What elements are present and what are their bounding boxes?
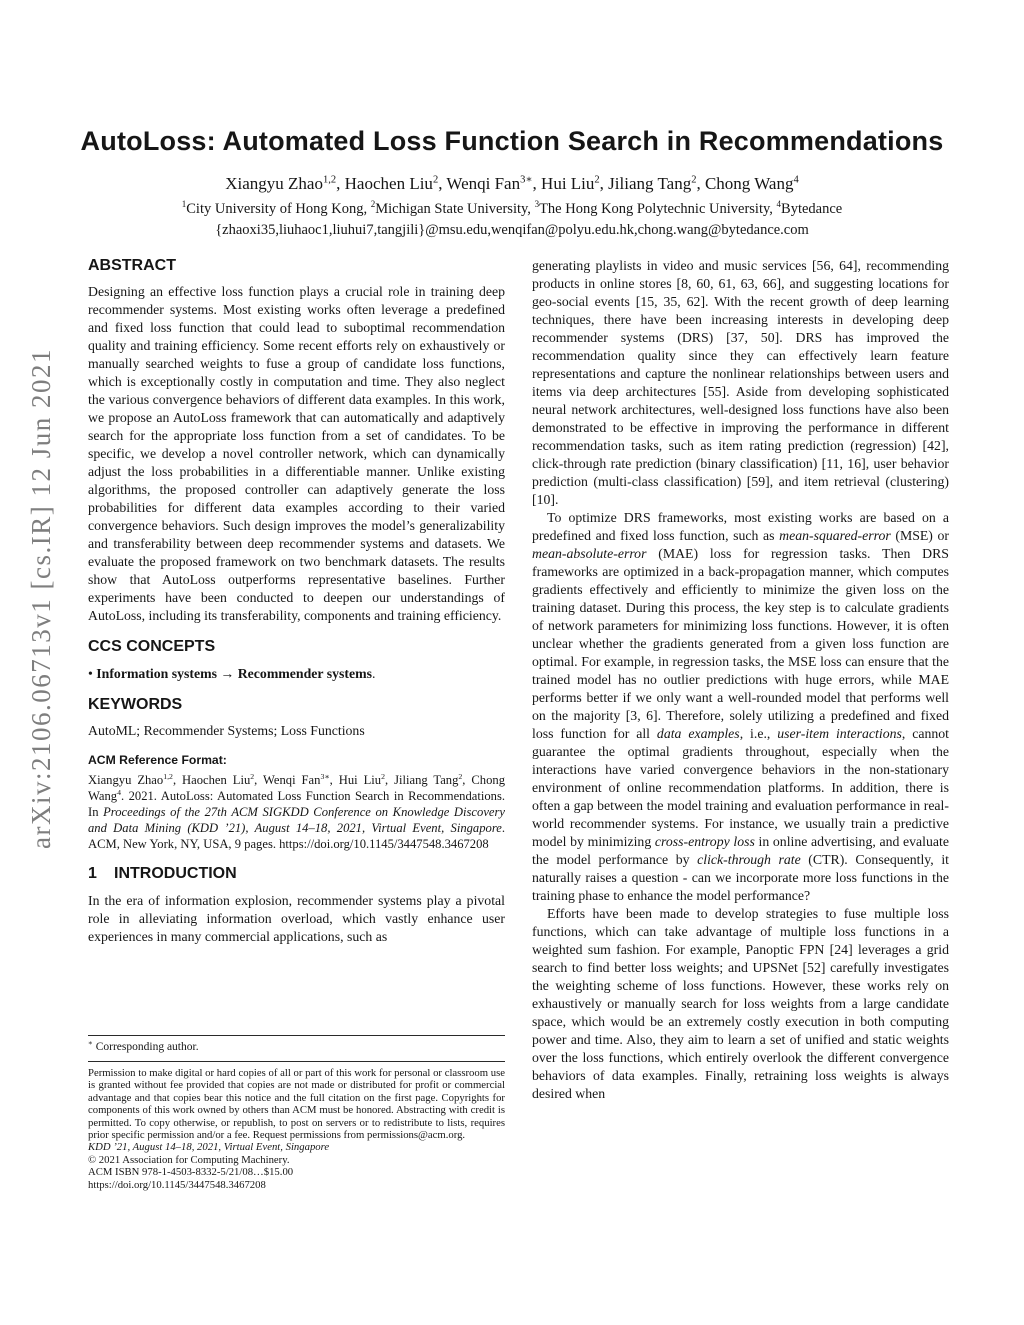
paper-header	[0, 0, 1024, 239]
right-column	[532, 257, 949, 1103]
left-column-bottom-block	[88, 1027, 505, 1191]
affiliation-line: $^1$City University of Hong Kong, $^2$Michigan State University, $^3$The Hong Kong Polytechnic University, $^4$Bytedance	[181, 199, 843, 217]
copyright-line: © 2021 Association for Computing Machinery.	[88, 1153, 290, 1166]
author-line: Xiangyu Zhao$^{1,2}$, Haochen Liu$^2$, Wenqi Fan$^{3∗}$, Hui Liu$^2$, Jiliang Tang$^2$, Chong Wang$^4$	[225, 174, 799, 193]
footnote-separator	[88, 1035, 505, 1036]
intro-continuation-paragraph: generating playlists in video and music services [56, 64], recommending products in online stores [8, 60, 61, 63, 66], and suggesting locations for geo-social events [15, 35, 62]. With the recent growth of deep learning techniques, there have been increasing interests in developing deep recommender systems (DRS) [37, 50]. DRS has improved the recommendation quality since they can effectively learn feature representations and capture the nonlinear relationships between users and items via deep architectures [55]. Aside from developing sophisticated neural network architectures, well-designed loss functions have also been demonstrated to be effective in improving the performance in different recommendation tasks, such as item rating prediction (regression) [42], click-through rate prediction (binary classification) [11, 16], user behavior prediction (multi-class classification) [59], and item retrieval (clustering) [10].	[532, 258, 949, 507]
permission-text: Permission to make digital or hard copies of all or part of this work for personal or classroom use is granted without fee provided that copies are not made or distributed for profit or commercial advantage and that copies bear this notice and the full citation on the first page. Copyrights for components of this work owned by others than ACM must be honored. Abstracting with credit is permitted. To copy otherwise, or republish, to post on servers or to redistribute to lists, requires prior specific permission and/or a fee. Request permissions from permissions@acm.org.	[88, 1066, 505, 1141]
abstract-heading: ABSTRACT	[88, 257, 176, 274]
acm-reference-heading: ACM Reference Format:	[88, 753, 227, 768]
doi-line: https://doi.org/10.1145/3447548.3467208	[88, 1178, 266, 1191]
conference-line: KDD ’21, August 14–18, 2021, Virtual Event, Singapore	[88, 1141, 330, 1154]
keywords-heading: KEYWORDS	[88, 695, 183, 713]
left-column	[88, 257, 505, 1191]
loss-fusion-paragraph: Efforts have been made to develop strategies to fuse multiple loss functions, which can take advantage of multiple loss functions in a weighted sum fashion. For example, Panoptic FPN [24] leverages a grid search to find better loss weights; and UPSNet [52] carefully investigates the weighting scheme of loss functions. However, these works rely on exhaustively or manually search for loss weights from a large candidate space, which would be an extremely costly execution in both computing power and time. Also, they aim to learn a set of unified and static weights over the loss functions, which entirely overlook the different convergence behaviors of data examples. Finally, retraining loss weights is always desired when	[532, 906, 949, 1101]
section-number: 1	[88, 865, 97, 883]
corresponding-author-footnote: ∗ Corresponding author.	[88, 1039, 199, 1053]
introduction-heading	[88, 865, 505, 883]
keywords-text: AutoML; Recommender Systems; Loss Functions	[88, 723, 365, 739]
arxiv-watermark: arXiv:2106.06713v1 [cs.IR] 12 Jun 2021	[26, 348, 56, 849]
fixed-loss-function-paragraph: To optimize DRS frameworks, most existing works are based on a predefined and fixed loss function, such as mean-squared-error (MSE) or mean-absolute-error (MAE) loss for regression tasks. Then DRS frameworks are optimized in a back-propagation manner, which computes gradients effectively and efficiently to minimize the given loss on the training dataset. During this process, the key step is to calculate gradients of network parameters for minimizing loss functions. However, it is often unclear whether the gradients generated from a given loss function are optimal. For example, in regression tasks, the MSE loss can ensure that the trained model has no outlier predictions with huge errors, while MAE performs better if we only want a well-rounded model that performs well on the majority [3, 6]. Therefore, solely utilizing a predefined and fixed loss function for all data examples, i.e., user-item interactions, cannot guarantee the optimal gradients throughout, especially when the interactions have varied convergence behaviors in the non-stationary environment of online recommendation platforms. In addition, there is often a gap between the model training and evaluation performance in real-world recommender systems. For instance, we usually train a predictive model by minimizing cross-entropy loss in online advertising, and evaluate the model performance by click-through rate (CTR). Consequently, it naturally raises a question - can we incorporate more loss functions in the training phase to enhance the model performance?	[532, 510, 949, 903]
isbn-line: ACM ISBN 978-1-4503-8332-5/21/08…$15.00	[88, 1166, 294, 1179]
section-title: INTRODUCTION	[114, 865, 237, 883]
email-line: {zhaoxi35,liuhaoc1,liuhui7,tangjili}@msu.edu,wenqifan@polyu.edu.hk,chong.wang@bytedance.com	[215, 222, 809, 238]
copyright-block	[88, 1061, 505, 1191]
abstract-text: Designing an effective loss function plays a crucial role in training deep recommender systems. Most existing works often leverage a predefined and fixed loss function that could lead to suboptimal recommendation quality and training efficiency. Some recent efforts rely on exhaustively or manually searched weights to fuse a group of candidate loss functions, which is exceptionally costly in computation and time. They also neglect the various convergence behaviors of different data examples. In this work, we propose an AutoLoss framework that can automatically and adaptively search for the appropriate loss function from a set of candidates. To be specific, we develop a novel controller network, which can dynamically adjust the loss probabilities in a differentiable manner. Unlike existing algorithms, the proposed controller can adaptively generate the loss probabilities for different data examples according to their varied convergence behaviors. Such design improves the model’s generalizability and transferability between deep recommender systems and datasets. We evaluate the proposed framework on two benchmark datasets. The results show that AutoLoss outperforms representative baselines. Further experiments have been conducted to deepen our understandings of AutoLoss, including its transferability, components and training efficiency.	[88, 284, 505, 624]
acm-reference-text: Xiangyu Zhao$^{1,2}$, Haochen Liu$^2$, Wenqi Fan$^{3∗}$, Hui Liu$^2$, Jiliang Tang$^2$, Chong Wang$^4$. 2021. AutoLoss: Automated Loss Function Search in Recommendations. In Proceedings of the 27th ACM SIGKDD Conference on Knowledge Discovery and Data Mining (KDD ’21), August 14–18, 2021, Virtual Event, Singapore. ACM, New York, NY, USA, 9 pages. https://doi.org/10.1145/3447548.3467208	[88, 771, 505, 852]
ccs-concepts-line: • Information systems → Recommender systems.	[88, 665, 376, 681]
two-column-body	[0, 239, 1024, 1191]
ccs-heading: CCS CONCEPTS	[88, 638, 216, 656]
paper-title: AutoLoss: Automated Loss Function Search in Recommendations	[80, 126, 944, 156]
introduction-paragraph: In the era of information explosion, recommender systems play a pivotal role in alleviating information overload, which vastly enhance user experiences in many commercial applications, such as	[88, 892, 505, 944]
